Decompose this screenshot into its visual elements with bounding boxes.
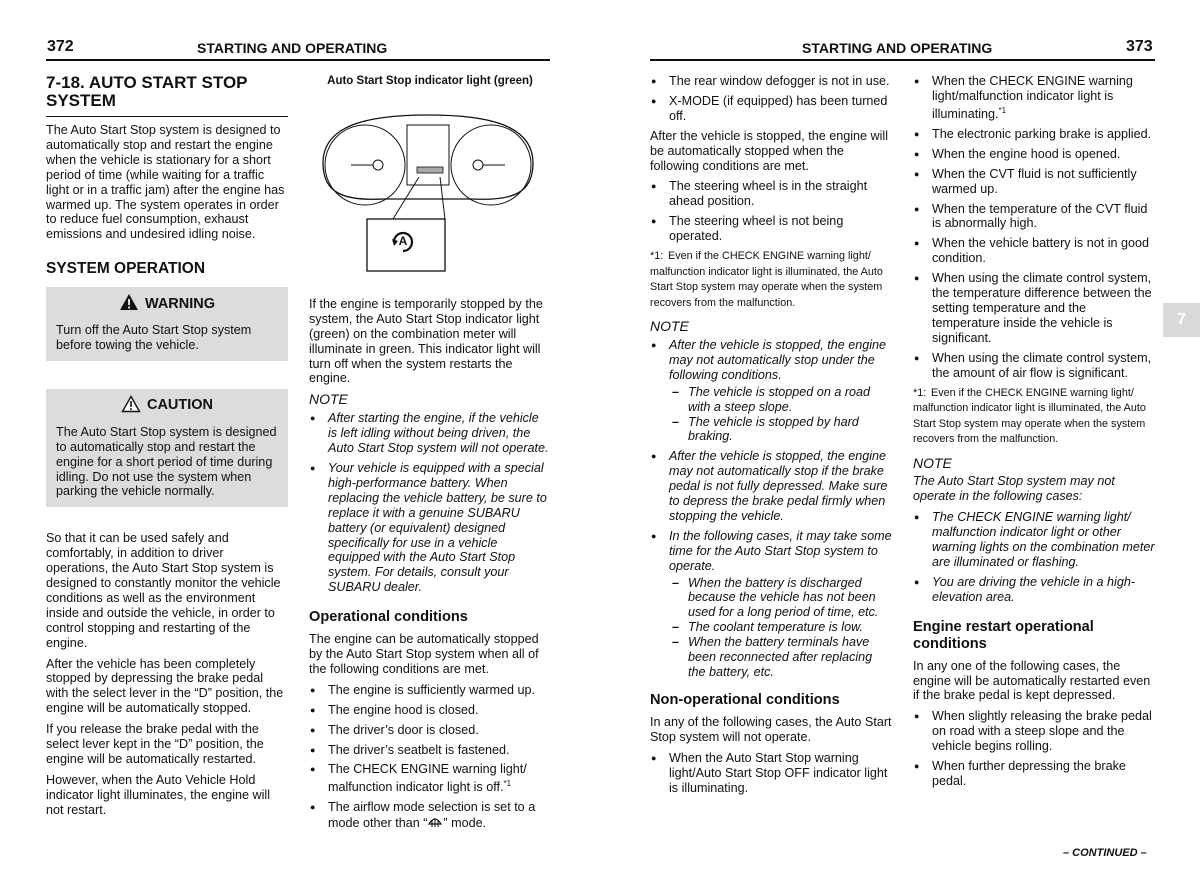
condition-item: ● The driver’s seatbelt is fastened. [309, 743, 551, 758]
condition-item: ● The electronic parking brake is applied. [913, 127, 1155, 142]
non-operational-list [650, 751, 892, 796]
caution-box [46, 389, 288, 507]
operational-conditions-list [309, 683, 551, 831]
footnote-text: Even if the CHECK ENGINE warning light/ malfunction indicator light is illuminated, the Auto Start Stop system may operate when the system recovers from the malfunction. [913, 386, 1146, 445]
note-subitem: – The vehicle is stopped on a road with a steep slope. [669, 385, 892, 415]
left-page-number: 372 [47, 38, 74, 55]
note-heading: NOTE [309, 391, 348, 408]
condition-item: ● The steering wheel is in the straight ahead position. [650, 179, 892, 209]
condition-item: ● The engine is sufficiently warmed up. [309, 683, 551, 698]
caution-text: The Auto Start Stop system is designed to automatically stop and restart the engine for a short period of time during idling. Do not use the system when parking the vehicle normally. [56, 424, 277, 499]
note-heading: NOTE [913, 454, 952, 471]
note-list [309, 411, 551, 595]
operational-conditions-heading: Operational conditions [309, 609, 468, 626]
note-heading: NOTE [650, 318, 689, 335]
footnote [650, 249, 892, 311]
paragraph-auto-stop: After the vehicle has been completely stopped by depressing the brake pedal with the select lever in the “D” position, the engine will be automatically stopped. [46, 656, 284, 716]
paragraph-indicator: If the engine is temporarily stopped by the system, the Auto Start Stop indicator light (green) on the combination meter will illuminate in green. This indicator light will turn off when the system restarts the engine. [309, 296, 543, 386]
warning-text: Turn off the Auto Start Stop system before towing the vehicle. [56, 323, 252, 352]
third-column [650, 74, 892, 800]
right-page-number: 373 [1126, 38, 1153, 55]
footnote-mark: *1: [650, 250, 664, 263]
defrost-mode-icon [427, 816, 443, 830]
footnote-text: Even if the CHECK ENGINE warning light/ malfunction indicator light is illuminated, the Auto Start Stop system may operate when the system recovers from the malfunction. [650, 250, 883, 309]
footnote-ref: *1 [998, 105, 1007, 115]
note-item [650, 529, 892, 680]
note-subitem: – The coolant temperature is low. [669, 620, 892, 635]
condition-item: ● When using the climate control system, the amount of air flow is significant. [913, 351, 1155, 381]
note-subitem: – When the battery terminals have been reconnected after replacing the battery, etc. [669, 635, 892, 680]
operational-conditions-intro: The engine can be automatically stopped by the Auto Start Stop system when all of the following conditions are met. [309, 632, 539, 676]
combination-meter-figure [313, 103, 543, 275]
non-operational-intro: In any of the following cases, the Auto Start Stop system will not operate. [650, 714, 892, 744]
condition-item: ● When using the climate control system, the temperature difference between the setting temperature and the temperature inside the vehicle is significant. [913, 271, 1155, 346]
left-running-title: STARTING AND OPERATING [197, 40, 388, 56]
note-subitem: – When the battery is discharged because the vehicle has not been used for a long period of time, etc. [669, 576, 892, 621]
caution-triangle-icon [121, 395, 141, 417]
condition-item: ● When the Auto Start Stop warning light/Auto Start Stop OFF indicator light is illuminating. [650, 751, 892, 796]
chapter-tab: 7 [1163, 303, 1200, 337]
condition-item: ● When the temperature of the CVT fluid is abnormally high. [913, 202, 1155, 232]
right-running-title: STARTING AND OPERATING [802, 40, 993, 56]
paragraph-safety: So that it can be used safely and comfortably, in addition to driver operations, the Auto Start Stop system is designed to constantly monitor the vehicle conditions as well as the environment inside and outside the vehicle, in order to control stopping and restarting of the engine. [46, 531, 281, 650]
note-item: ● You are driving the vehicle in a high-elevation area. [913, 575, 1155, 605]
condition-item: ● When the CVT fluid is not sufficiently warmed up. [913, 167, 1155, 197]
warning-triangle-icon [119, 293, 139, 315]
left-header-rule [46, 59, 550, 61]
steering-conditions-list [650, 179, 892, 244]
figure-symbol: A [398, 233, 408, 248]
paragraph-after-stop: After the vehicle is stopped, the engine will be automatically stopped when the following conditions are met. [650, 128, 889, 173]
condition-item [913, 74, 1155, 122]
condition-item: ● The driver’s door is closed. [309, 723, 551, 738]
note-sublist [669, 385, 892, 445]
engine-restart-intro: In any one of the following cases, the engine will be automatically restarted even if the brake pedal is kept depressed. [913, 658, 1151, 703]
condition-text: The airflow mode selection is set to a mode other than “ [328, 800, 536, 831]
note-subitem: – The vehicle is stopped by hard braking. [669, 415, 892, 445]
note-item: ● After the vehicle is stopped, the engine may not automatically stop if the brake pedal is not fully depressed. Make sure to depress the brake pedal firmly when stopping the vehicle. [650, 449, 892, 524]
warning-title-text: WARNING [144, 295, 216, 312]
footnote-mark: *1: [913, 386, 927, 399]
intro-paragraph: The Auto Start Stop system is designed to automatically stop and restart the engine when the vehicle is stationary for a short period of time (while waiting for a traffic light or in a traffic jam) after the engine has warmed up. The system operates in order to reduce fuel consumption, exhaust emissions and undesired idling noise. [46, 123, 285, 242]
note-text: After the vehicle is stopped, the engine may not automatically stop under the following conditions. [669, 337, 887, 382]
condition-item: ● When slightly releasing the brake pedal on road with a steep slope and the vehicle begins rolling. [913, 709, 1155, 754]
second-column [309, 74, 551, 836]
note-item: ● Your vehicle is equipped with a special high-performance battery. When replacing the vehicle battery, be sure to replace it with a genuine SUBARU battery (or equivalent) designed specifically for use in a vehicle equipped with the Auto Start Stop system. For details, consult your SUBARU dealer. [309, 461, 551, 595]
condition-item [309, 800, 551, 831]
note-intro: The Auto Start Stop system may not operate in the following cases: [913, 474, 1115, 504]
mode-suffix: ” mode. [443, 816, 487, 831]
condition-item: ● When the vehicle battery is not in good condition. [913, 236, 1155, 266]
note-list [913, 510, 1155, 604]
condition-item: ● When the engine hood is opened. [913, 147, 1155, 162]
section-title: 7-18. AUTO START STOP SYSTEM [46, 74, 288, 117]
footnote-ref: *1 [503, 779, 512, 789]
paragraph-vehicle-hold: However, when the Auto Vehicle Hold indicator light illuminates, the engine will not restart. [46, 772, 271, 817]
note-item: ● The CHECK ENGINE warning light/ malfunction indicator light or other warning lights on the combination meter are illuminated or flashing. [913, 510, 1155, 570]
left-column [46, 74, 288, 824]
condition-item: ● The steering wheel is not being operated. [650, 214, 892, 244]
note-text: In the following cases, it may take some time for the Auto Start Stop system to operate. [669, 528, 892, 573]
indicator-caption: Auto Start Stop indicator light (green) [327, 75, 533, 87]
condition-item: ● The rear window defogger is not in use. [650, 74, 892, 89]
condition-item: ● X-MODE (if equipped) has been turned off. [650, 94, 892, 124]
paragraph-auto-restart: If you release the brake pedal with the select lever kept in the “D” position, the engine will be automatically restarted. [46, 722, 264, 766]
engine-restart-list [913, 709, 1155, 789]
non-operational-conditions-heading: Non-operational conditions [650, 691, 840, 708]
top-conditions-list [650, 74, 892, 124]
note-item [650, 338, 892, 444]
warning-title [56, 293, 278, 315]
condition-text: When the CHECK ENGINE warning light/malfunction indicator light is illuminating. [932, 74, 1133, 121]
auto-start-stop-icon [390, 229, 416, 255]
condition-item: ● When further depressing the brake pedal. [913, 759, 1155, 789]
warning-box [46, 287, 288, 361]
condition-item [309, 762, 551, 795]
note-list [650, 338, 892, 680]
right-header-rule [650, 59, 1155, 61]
note-item: ● After starting the engine, if the vehicle is left idling without being driven, the Auto Start Stop system will not operate. [309, 411, 551, 456]
condition-text: The CHECK ENGINE warning light/ malfunction indicator light is off. [328, 762, 527, 795]
note-sublist [669, 576, 892, 680]
caution-title [56, 395, 278, 417]
condition-item: ● The engine hood is closed. [309, 703, 551, 718]
non-operational-list-continued [913, 74, 1155, 381]
fourth-column [913, 74, 1155, 794]
system-operation-heading: SYSTEM OPERATION [46, 260, 206, 278]
caution-title-text: CAUTION [146, 397, 214, 414]
continued-label: – CONTINUED – [1063, 847, 1147, 859]
engine-restart-heading: Engine restart operational conditions [913, 618, 1094, 652]
footnote [913, 386, 1155, 448]
